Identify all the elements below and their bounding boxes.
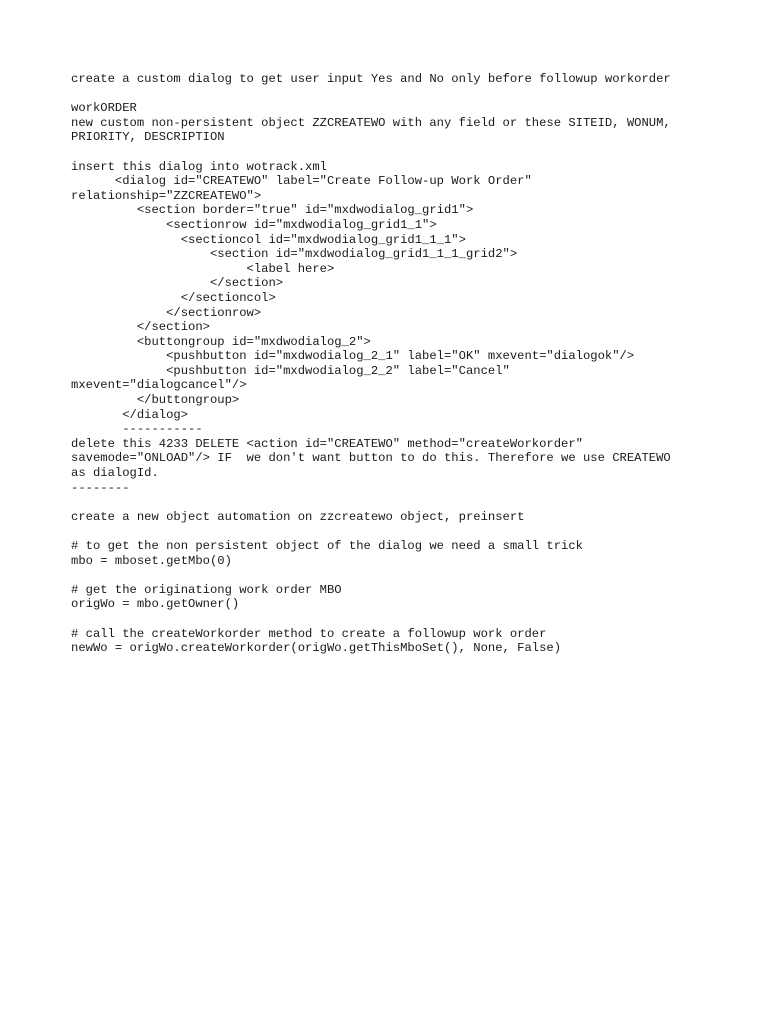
- code-line: <section id="mxdwodialog_grid1_1_1_grid2">: [71, 247, 518, 262]
- blank-line: [71, 495, 731, 510]
- code-line: </section>: [71, 276, 284, 291]
- comment-line: # to get the non persistent object of the dialog we need a small trick: [71, 539, 583, 553]
- text-line: workORDER: [71, 101, 137, 116]
- blank-line: [71, 612, 731, 627]
- code-line: <pushbutton id="mxdwodialog_2_2" label="Cancel": [71, 363, 510, 378]
- text-line: new custom non-persistent object ZZCREATEWO with any field or these SITEID, WONUM,: [71, 115, 671, 130]
- text-line: as dialogId.: [71, 466, 159, 481]
- code-line: <dialog id="CREATEWO" label="Create Follow-up Work Order": [71, 174, 532, 189]
- blank-line: [71, 568, 731, 583]
- code-line: mxevent="dialogcancel"/>: [71, 378, 247, 393]
- separator-line: -----------: [71, 422, 203, 437]
- blank-line: [71, 87, 731, 102]
- code-line: mbo = mboset.getMbo(0): [71, 553, 232, 568]
- code-line: <pushbutton id="mxdwodialog_2_1" label="OK" mxevent="dialogok"/>: [71, 349, 635, 364]
- text-line: create a new object automation on zzcreatewo object, preinsert: [71, 509, 525, 524]
- code-line: </sectionrow>: [71, 305, 262, 320]
- text-line: create a custom dialog to get user input Yes and No only before followup workorder: [71, 72, 671, 86]
- blank-line: [71, 524, 731, 539]
- code-line: <sectionrow id="mxdwodialog_grid1_1">: [71, 217, 437, 232]
- text-line: savemode="ONLOAD"/> IF we don't want button to do this. Therefore we use CREATEWO: [71, 451, 671, 466]
- comment-line: # call the createWorkorder method to create a followup work order: [71, 626, 547, 641]
- code-line: </dialog>: [71, 407, 189, 422]
- comment-line: # get the originationg work order MBO: [71, 582, 342, 597]
- code-line: </buttongroup>: [71, 393, 240, 408]
- code-line: origWo = mbo.getOwner(): [71, 597, 240, 612]
- blank-line: [71, 145, 731, 160]
- code-line: newWo = origWo.createWorkorder(origWo.getThisMboSet(), None, False): [71, 641, 562, 656]
- code-line: <buttongroup id="mxdwodialog_2">: [71, 334, 371, 349]
- text-line: insert this dialog into wotrack.xml: [71, 159, 327, 174]
- text-line: PRIORITY, DESCRIPTION: [71, 130, 225, 145]
- text-line: delete this 4233 DELETE <action id="CREATEWO" method="createWorkorder": [71, 436, 583, 451]
- code-line: <label here>: [71, 261, 335, 276]
- code-line: <section border="true" id="mxdwodialog_grid1">: [71, 203, 474, 218]
- code-line: </sectioncol>: [71, 290, 276, 305]
- code-line: </section>: [71, 320, 210, 335]
- document-text: [71, 72, 731, 656]
- separator-line: --------: [71, 480, 130, 495]
- code-line: relationship="ZZCREATEWO">: [71, 188, 262, 203]
- code-line: <sectioncol id="mxdwodialog_grid1_1_1">: [71, 232, 466, 247]
